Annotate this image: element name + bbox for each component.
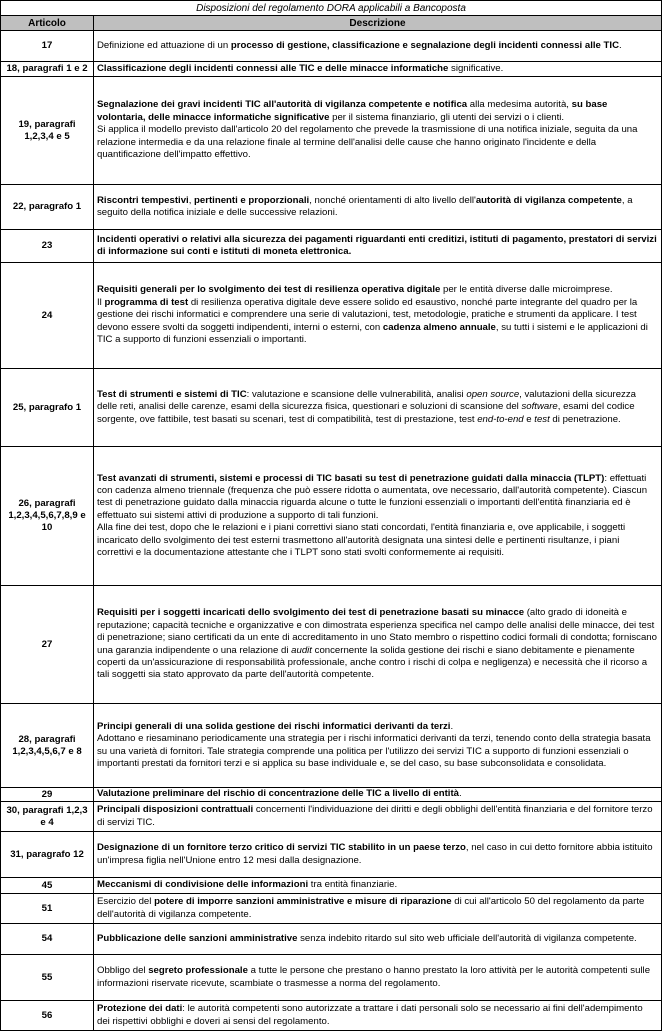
description-cell: [94, 230, 662, 263]
description-text: Classificazione degli incidenti connessi alle TIC e delle minacce informatiche: [97, 62, 449, 74]
article-cell: 51: [1, 894, 94, 924]
article-cell: 55: [1, 955, 94, 1001]
description-text: Protezione dei dati: [97, 1003, 183, 1015]
description-text: Principi generali di una solida gestione dei rischi informatici derivanti da terzi: [97, 720, 451, 732]
description-text: audit: [291, 644, 312, 656]
description-paragraph: [97, 804, 658, 829]
description-text: Riscontri tempestivi: [97, 194, 189, 206]
table-row: [1, 62, 662, 77]
description-cell: [94, 1001, 662, 1031]
description-text: Si applica il modello previsto dall'articolo 20 del regolamento che prevede la trasmissione di una notifica iniziale, seguita da una relazione intermedia e da una relazione finale al termine dell'analisi delle cause che hanno originato l'incidente e della quantificazione dell'impatto effettivo.: [97, 124, 638, 161]
description-cell: [94, 788, 662, 802]
description-paragraph: [97, 522, 658, 559]
description-text: potere di imporre sanzioni amministrative e misure di riparazione: [154, 896, 452, 908]
description-text: significative.: [448, 62, 504, 74]
description-text: di resilienza operativa digitale deve essere solido ed esaustivo, nonché parte integrante del quadro per la gestione dei rischi informatici e comprendere una serie di valutazioni, test, metodologie, pratiche e strumenti da applicare. I test devono essere svolti da soggetti indipendenti, interni o esterni, con: [97, 296, 638, 333]
article-cell: 24: [1, 263, 94, 369]
table-row: [1, 447, 662, 586]
description-text: : le autorità competenti sono autorizzate a trattare i dati personali solo se necessario ai fini dell'adempimento dei rispettivi obblighi e doveri ai sensi del regolamento.: [97, 1003, 643, 1027]
description-text: : effettuati con cadenza almeno triennale (frequenza che può essere ridotta o aumentata, ove necessario, dall'autorità competente). Ciascun test di penetrazione guidato dalla minaccia riguarda alcune o tutte le funzioni essenziali o importanti dell'entità finanziaria ed è effettuato sui sistemi attivi di produzione a supporto di tali funzioni.: [97, 472, 648, 521]
article-cell: 31, paragrafo 12: [1, 832, 94, 878]
table-row: [1, 1001, 662, 1031]
description-text: su base volontaria, delle minacce informatiche significative: [97, 99, 608, 123]
article-cell: 29: [1, 788, 94, 802]
description-text: Test avanzati di strumenti, sistemi e processi di TIC basati su test di penetrazione guidati dalla minaccia (TLPT): [97, 472, 605, 484]
description-text: concernente la solida gestione dei rischi e siano debitamente e pienamente coperti da un'assicurazione di responsabilità professionale, anche contro i rischi di colpa e negligenza) e necessità che il ricorso a tali soggetti sia stato approvato da parte dell'autorità competente.: [97, 644, 648, 681]
description-cell: [94, 586, 662, 704]
description-cell: [94, 704, 662, 788]
article-cell: 19, paragrafi 1,2,3,4 e 5: [1, 77, 94, 185]
description-text: Incidenti operativi o relativi alla sicurezza dei pagamenti riguardanti enti creditizi, istituti di pagamento, prestatori di servizi di informazione sui conti e istituti di moneta elettronica.: [97, 233, 657, 257]
article-cell: 54: [1, 924, 94, 955]
description-cell: [94, 802, 662, 832]
description-paragraph: [97, 721, 658, 733]
description-text: .: [619, 39, 622, 51]
description-cell: [94, 185, 662, 230]
description-text: di cui all'articolo 50 del regolamento da parte dell'autorità di vigilanza competente.: [97, 896, 645, 920]
description-text: concernenti l'individuazione dei diritti e degli obblighi dell'entità finanziaria e del fornitore terzo di servizi TIC.: [97, 804, 653, 828]
article-cell: 22, paragrafo 1: [1, 185, 94, 230]
description-paragraph: [97, 842, 658, 867]
article-cell: 28, paragrafi 1,2,3,4,5,6,7 e 8: [1, 704, 94, 788]
description-text: per le entità diverse dalle microimprese.: [440, 284, 613, 296]
description-text: Segnalazione dei gravi incidenti TIC all'autorità di vigilanza competente e notifica: [97, 99, 468, 111]
description-text: per il sistema finanziario, gli utenti dei servizi o i clienti.: [329, 111, 565, 123]
description-text: processo di gestione, classificazione e segnalazione degli incidenti connessi alle TIC: [230, 39, 620, 51]
header-description: Descrizione: [94, 16, 662, 31]
description-text: e: [523, 413, 535, 425]
description-text: Il: [97, 296, 105, 308]
table-row: [1, 704, 662, 788]
article-cell: 25, paragrafo 1: [1, 369, 94, 447]
table-body: [1, 31, 662, 1031]
description-cell: [94, 447, 662, 586]
description-paragraph: [97, 733, 658, 770]
table-row: [1, 369, 662, 447]
table-row: [1, 230, 662, 263]
description-text: .: [459, 788, 462, 800]
article-cell: 27: [1, 586, 94, 704]
description-text: .: [450, 720, 454, 732]
table-row: [1, 788, 662, 802]
description-text: : valutazione e scansione delle vulnerabilità, analisi: [246, 388, 467, 400]
description-text: Definizione ed attuazione di un: [97, 39, 231, 51]
description-cell: [94, 77, 662, 185]
description-paragraph: [97, 933, 658, 945]
description-text: Principali disposizioni contrattuali: [97, 804, 254, 816]
description-text: a tutte le persone che prestano o hanno prestato la loro attività per le autorità competenti sulle informazioni riservate ricevute, scambiate o trasmesse a norma del regolamento.: [97, 965, 651, 989]
description-paragraph: [97, 389, 658, 426]
description-text: , nel caso in cui detto fornitore abbia istituito un'impresa figlia nell'Unione entro 12 mesi dalla designazione.: [97, 842, 653, 866]
table-row: [1, 832, 662, 878]
description-paragraph: [97, 473, 658, 523]
description-cell: [94, 924, 662, 955]
description-paragraph: [97, 879, 658, 891]
description-text: Pubblicazione delle sanzioni amministrative: [97, 932, 298, 944]
table-row: [1, 586, 662, 704]
description-text: Alla fine dei test, dopo che le relazioni e i piani correttivi siano stati concordati, l'entità finanziaria e, ove applicabile, i soggetti incaricato dello svolgimento dei test esterni trasmettono all'autorità designata una sintesi delle e pertinenti risultanze, i piani correttivi e la documentazione attestante che i TLPT sono stati svolti conformemente ai requisiti.: [97, 522, 626, 559]
article-cell: 26, paragrafi 1,2,3,4,5,6,7,8,9 e 10: [1, 447, 94, 586]
article-cell: 18, paragrafi 1 e 2: [1, 62, 94, 77]
description-text: Valutazione preliminare del rischio di concentrazione delle TIC a livello di entità: [97, 788, 459, 800]
description-text: Requisiti per i soggetti incaricati dello svolgimento dei test di penetrazione basati su minacce: [97, 607, 525, 619]
description-text: Requisiti generali per lo svolgimento dei test di resilienza operativa digitale: [97, 284, 441, 296]
header-article: Articolo: [1, 16, 94, 31]
description-text: end-to-end: [477, 413, 524, 425]
description-text: , valutazioni della sicurezza delle reti, analisi delle carenze, esami della sicurezza fisica, questionari e soluzioni di scansione del: [97, 388, 636, 413]
article-cell: 17: [1, 31, 94, 62]
table-title: Disposizioni del regolamento DORA applicabili a Bancoposta: [1, 1, 662, 16]
description-text: Meccanismi di condivisione delle informazioni: [97, 879, 309, 891]
description-cell: [94, 894, 662, 924]
table-row: [1, 878, 662, 894]
description-text: di penetrazione.: [549, 413, 621, 425]
table-row: [1, 77, 662, 185]
description-text: (alto grado di idoneità e reputazione; capacità tecniche e organizzative e con dimostrata esperienza specifica nel campo delle analisi delle minacce, dei test di penetrazione; siano certificati da un ente di accreditamento in uno Stato membro o rispettino codici formali di condotta; forniscano una garanzia indipendente o una relazione di: [97, 607, 657, 656]
description-paragraph: [97, 124, 658, 161]
description-cell: [94, 832, 662, 878]
description-paragraph: [97, 1003, 658, 1028]
table-row: [1, 31, 662, 62]
description-cell: [94, 369, 662, 447]
description-paragraph: [97, 99, 658, 124]
description-text: , su tutti i sistemi e le applicazioni di TIC a supporto di funzioni essenziali o importanti.: [97, 321, 648, 346]
description-text: ,: [188, 194, 195, 206]
description-paragraph: [97, 195, 658, 220]
description-text: pertinenti e proporzionali: [194, 194, 310, 206]
article-cell: 23: [1, 230, 94, 263]
description-text: Designazione di un fornitore terzo critico di servizi TIC stabilito in un paese terzo: [97, 842, 466, 854]
description-text: software: [521, 401, 558, 413]
description-text: , esami del codice sorgente, ove fattibile, test basati su scenari, test di compatibilità, test di prestazione, test: [97, 401, 635, 425]
description-paragraph: [97, 896, 658, 921]
description-cell: [94, 955, 662, 1001]
table-row: [1, 924, 662, 955]
table-row: [1, 802, 662, 832]
description-paragraph: [97, 40, 658, 52]
description-text: senza indebito ritardo sul sito web ufficiale dell'autorità di vigilanza competente.: [297, 932, 637, 944]
article-cell: 30, paragrafi 1,2,3 e 4: [1, 802, 94, 832]
description-cell: [94, 263, 662, 369]
table-row: [1, 185, 662, 230]
description-paragraph: [97, 234, 658, 259]
description-cell: [94, 62, 662, 77]
description-text: test: [534, 413, 550, 425]
description-paragraph: [97, 297, 658, 347]
description-text: tra entità finanziarie.: [308, 879, 398, 891]
description-cell: [94, 878, 662, 894]
description-text: autorità di vigilanza competente: [475, 194, 622, 206]
description-text: alla medesima autorità,: [467, 99, 572, 111]
description-text: Obbligo del: [97, 965, 149, 977]
description-paragraph: [97, 788, 658, 800]
table-row: [1, 263, 662, 369]
description-text: open source: [466, 388, 520, 400]
description-text: segreto professionale: [148, 965, 248, 977]
table-row: [1, 894, 662, 924]
description-text: programma di test: [104, 296, 189, 308]
description-text: Adottano e riesaminano periodicamente una strategia per i rischi informatici derivanti da terzi, tenendo conto della strategia basata su una varietà di fornitori. Tale strategia comprende una politica per l'utilizzo dei servizi TIC a supporto di funzioni essenziali o importanti prestati da fornitori terzi e si applica su base individuale e, se del caso, su base subconsolidata e consolidata.: [97, 733, 651, 769]
article-cell: 56: [1, 1001, 94, 1031]
description-text: Test di strumenti e sistemi di TIC: [97, 388, 247, 400]
description-text: cadenza almeno annuale: [382, 321, 496, 333]
description-text: Esercizio del: [97, 896, 155, 908]
description-paragraph: [97, 284, 658, 296]
table-row: [1, 955, 662, 1001]
description-paragraph: [97, 965, 658, 990]
description-text: , nonché orientamenti di alto livello dell': [309, 194, 476, 206]
description-cell: [94, 31, 662, 62]
description-paragraph: [97, 607, 658, 681]
description-paragraph: [97, 63, 658, 75]
description-text: , a seguito della notifica iniziale e delle successive relazioni.: [97, 194, 633, 218]
article-cell: 45: [1, 878, 94, 894]
